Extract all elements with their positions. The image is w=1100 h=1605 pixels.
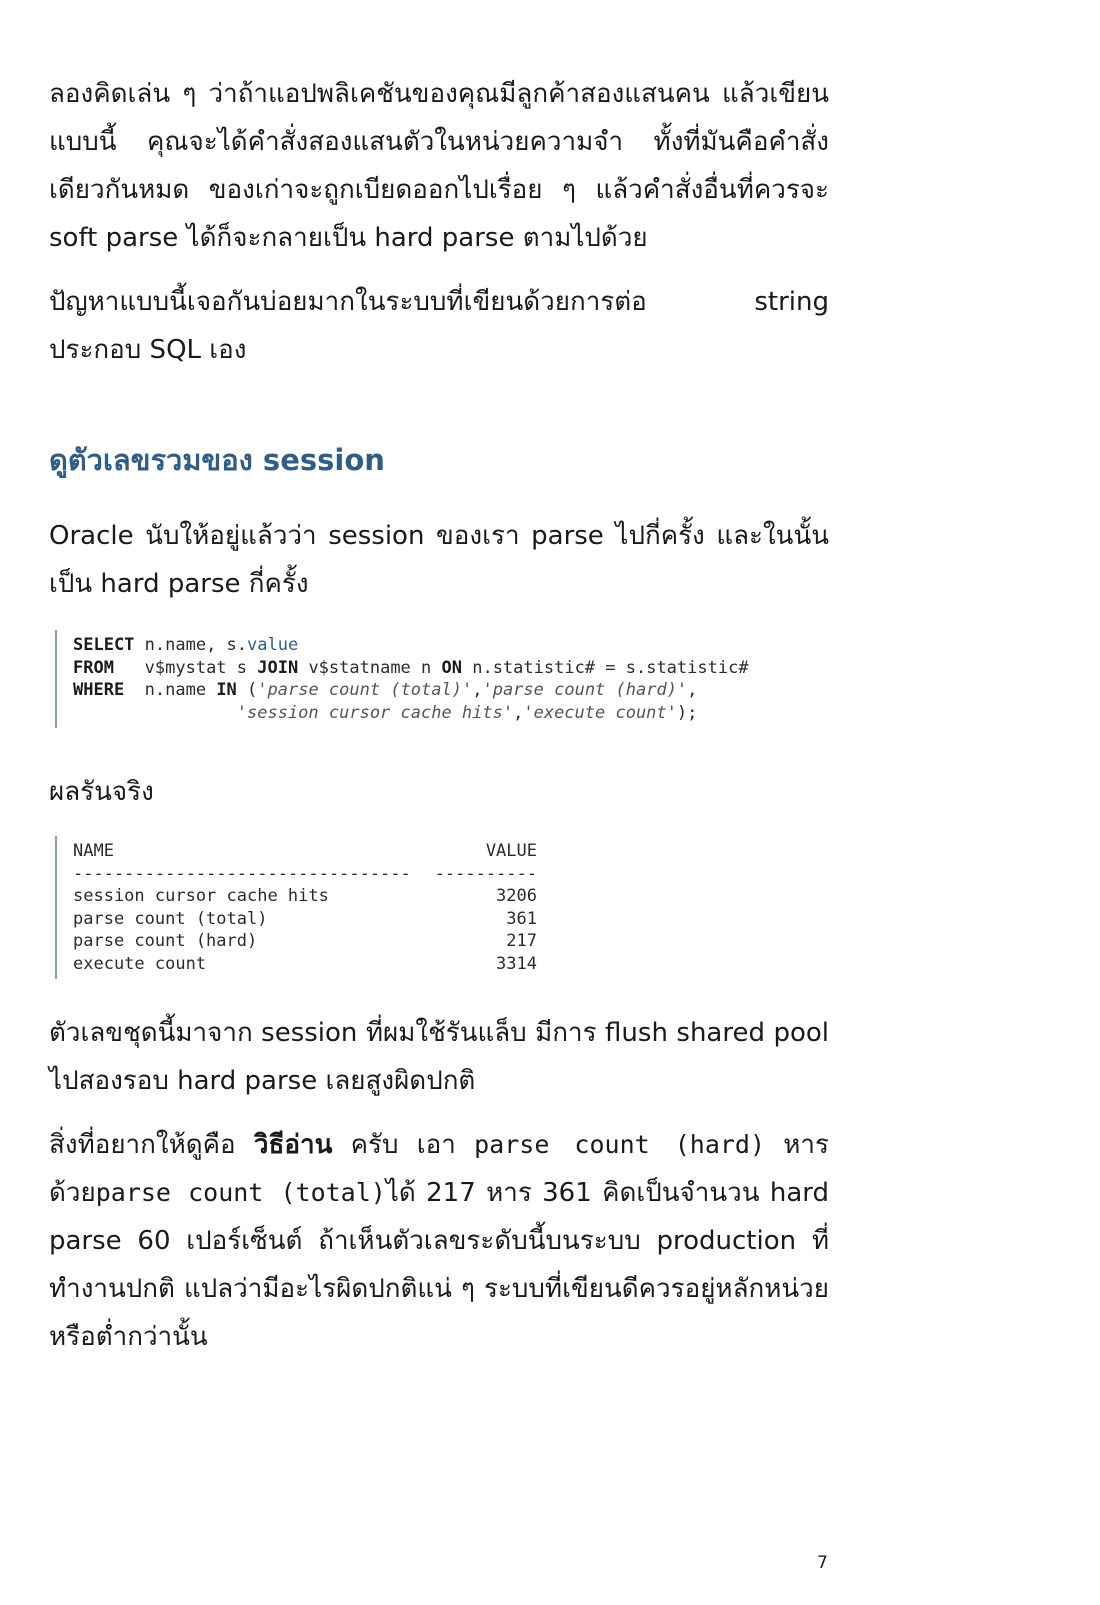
result-table-header <box>73 840 829 863</box>
intro-paragraph-2: ปัญหาแบบนี้เจอกันบ่อยมากในระบบที่เขียนด้วยการต่อ string ประกอบ SQL เอง <box>49 287 829 365</box>
column-header-name: NAME <box>73 841 114 861</box>
code-keyword: IN <box>216 680 237 700</box>
bold-text: วิธีอ่าน <box>253 1130 333 1160</box>
inline-code: parse count (hard) <box>474 1130 766 1159</box>
code-text: ( <box>236 680 258 700</box>
intro-paragraph-1: ลองคิดเล่น ๆ ว่าถ้าแอปพลิเคชันของคุณมีลูกค้าสองแสนคน แล้วเขียนแบบนี้ คุณจะได้คำสั่งสองแสนตัวในหน่วยความจำ ทั้งที่มันคือคำสั่งเดียวกันหมด ของเก่าจะถูกเบียดออกไปเรื่อย ๆ แล้วคำสั่งอื่นที่ควรจะ soft parse ได้ก็จะกลายเป็น hard parse ตามไปด้วย <box>49 79 829 253</box>
result-table-separator <box>73 863 829 886</box>
page-number: 7 <box>817 1553 828 1573</box>
row-value: 3206 <box>496 886 537 906</box>
section-paragraph-1: Oracle นับให้อยู่แล้วว่า session ของเรา parse ไปกี่ครั้ง และในนั้นเป็น hard parse กี่ครั้ง <box>49 521 829 599</box>
section-paragraph-3 <box>49 1121 829 1361</box>
table-row <box>73 885 829 908</box>
row-name: parse count (total) <box>73 908 268 929</box>
column-header-value: VALUE <box>485 841 537 861</box>
code-text: , <box>472 680 483 700</box>
row-value: 3314 <box>496 953 537 974</box>
table-row <box>73 908 829 931</box>
code-text: ); <box>676 702 698 723</box>
code-keyword: SELECT <box>73 635 135 655</box>
separator-name: --------------------------------- <box>73 863 411 884</box>
text-run: สิ่งที่อยากให้ดูคือ <box>49 1130 254 1160</box>
row-name: parse count (hard) <box>73 931 258 951</box>
separator-value: ---------- <box>434 863 537 884</box>
table-row <box>73 953 829 976</box>
row-value: 217 <box>506 931 537 951</box>
text-run: ได้ 217 หาร 361 คิดเป็นจำนวน hard parse 60 เปอร์เซ็นต์ ถ้าเห็นตัวเลขระดับนี้บนระบบ production ที่ทำงานปกติ แปลว่ามีอะไรผิดปกติแน่ ๆ ระบบที่เขียนดีควรอยู่หลักหน่วยหรือต่ำกว่านั้น <box>49 1178 829 1352</box>
code-text: v$statname n <box>298 657 442 678</box>
sql-code-block <box>55 630 829 728</box>
row-name: session cursor cache hits <box>73 886 329 906</box>
code-string: 'session cursor cache hits' <box>236 702 514 723</box>
table-row <box>73 930 829 953</box>
code-text: v$mystat s <box>113 657 258 678</box>
code-text: , <box>687 680 698 700</box>
page-content <box>49 70 829 1361</box>
code-keyword: ON <box>441 657 462 678</box>
result-table <box>55 836 829 979</box>
code-text: n.name <box>124 680 217 700</box>
text-run: ครับ เอา <box>332 1130 475 1160</box>
code-text: n.name, s. <box>134 635 248 655</box>
row-name: execute count <box>73 953 207 974</box>
code-keyword: JOIN <box>257 657 299 678</box>
code-keyword: WHERE <box>73 680 125 700</box>
result-label: ผลรันจริง <box>49 777 154 807</box>
code-string: 'parse count (total)' <box>257 680 473 700</box>
code-keyword: FROM <box>73 657 114 678</box>
inline-code: parse count (total) <box>95 1178 386 1207</box>
code-string: 'parse count (hard)' <box>482 680 688 700</box>
row-value: 361 <box>506 908 537 929</box>
code-text: n.statistic# = s.statistic# <box>461 657 749 678</box>
code-text: , <box>513 702 524 723</box>
section-paragraph-2: ตัวเลขชุดนี้มาจาก session ที่ผมใช้รันแล็บ มีการ flush shared pool ไปสองรอบ hard parse เลยสูงผิดปกติ <box>49 1018 829 1096</box>
section-heading: ดูตัวเลขรวมของ session <box>49 443 385 477</box>
code-indent <box>73 703 237 723</box>
code-column: value <box>247 635 299 655</box>
code-string: 'execute count' <box>523 702 677 723</box>
text-run: หารด้วย <box>49 1130 829 1208</box>
